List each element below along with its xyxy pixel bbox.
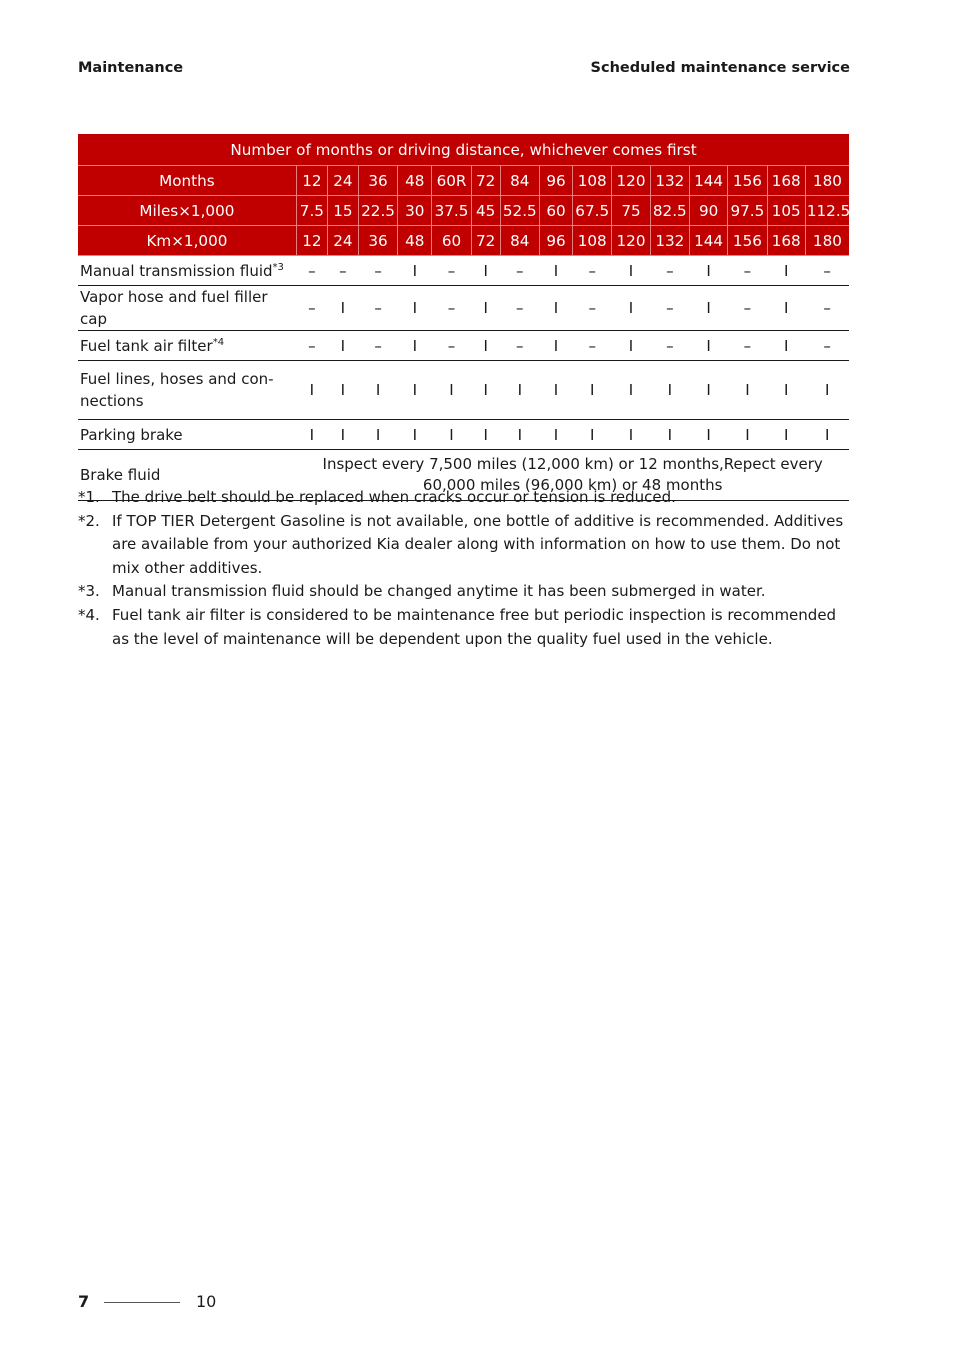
interval-value: 144 [689, 226, 727, 256]
item-value: – [500, 331, 539, 361]
item-value: I [398, 361, 432, 420]
interval-value: 75 [612, 196, 650, 226]
item-value: – [650, 286, 689, 331]
footnote-marker: *4. [78, 605, 100, 624]
item-value: I [539, 331, 572, 361]
interval-value: 132 [650, 166, 689, 196]
interval-value: 37.5 [432, 196, 471, 226]
interval-value: 132 [650, 226, 689, 256]
item-value: – [500, 256, 539, 286]
item-value: I [689, 361, 727, 420]
interval-value: 72 [471, 166, 500, 196]
item-value: I [767, 331, 805, 361]
item-value: I [728, 420, 767, 450]
item-value: I [500, 361, 539, 420]
header-page-title: Scheduled maintenance service [590, 60, 850, 76]
item-value: I [612, 286, 650, 331]
item-value: I [728, 361, 767, 420]
item-value: I [327, 420, 358, 450]
footnote-marker: *2. [78, 511, 100, 530]
interval-row-label: Km×1,000 [78, 226, 296, 256]
footnote-text: The drive belt should be replaced when cracks occur or tension is reduced. [112, 488, 676, 506]
interval-row [78, 196, 849, 226]
footnote [78, 580, 850, 604]
interval-value: 168 [767, 166, 805, 196]
interval-value: 90 [689, 196, 727, 226]
item-label-text: Vapor hose and fuel filler cap [80, 288, 268, 328]
item-value: – [296, 331, 327, 361]
item-value: I [471, 331, 500, 361]
item-label [78, 256, 296, 286]
interval-row [78, 226, 849, 256]
item-value: I [432, 420, 471, 450]
item-value: I [358, 361, 397, 420]
item-value: I [767, 286, 805, 331]
item-value: I [296, 420, 327, 450]
footnote-marker: *1. [78, 488, 100, 506]
item-value: I [471, 420, 500, 450]
item-value: I [689, 256, 727, 286]
footnote-text: Fuel tank air filter is considered to be maintenance free but periodic inspection is recommended as the level of maintenance will be dependent upon the quality fuel used in the vehicle. [112, 605, 837, 648]
item-value: I [689, 331, 727, 361]
interval-row-label: Miles×1,000 [78, 196, 296, 226]
item-value: I [767, 420, 805, 450]
item-value: I [398, 331, 432, 361]
footer-page-number: 10 [196, 1292, 217, 1311]
interval-value: 60R [432, 166, 471, 196]
interval-value: 12 [296, 166, 327, 196]
item-value: I [398, 420, 432, 450]
item-value: I [471, 361, 500, 420]
table-row [78, 361, 849, 420]
item-value: I [398, 256, 432, 286]
item-value: I [398, 286, 432, 331]
interval-value: 60 [432, 226, 471, 256]
interval-value: 52.5 [500, 196, 539, 226]
interval-value: 144 [689, 166, 727, 196]
interval-value: 30 [398, 196, 432, 226]
item-value: – [728, 286, 767, 331]
interval-value: 67.5 [573, 196, 612, 226]
item-value: I [539, 256, 572, 286]
item-label-text: Parking brake [80, 425, 183, 444]
item-value: – [650, 256, 689, 286]
footer-divider [104, 1302, 180, 1303]
item-value: – [358, 256, 397, 286]
item-value: I [612, 331, 650, 361]
footnote [78, 486, 850, 510]
item-value: – [432, 286, 471, 331]
item-value: – [500, 286, 539, 331]
table-row [78, 420, 849, 450]
item-label [78, 420, 296, 450]
interval-value: 82.5 [650, 196, 689, 226]
interval-value: 24 [327, 226, 358, 256]
item-value: – [728, 331, 767, 361]
interval-value: 96 [539, 166, 572, 196]
interval-value: 72 [471, 226, 500, 256]
item-value: – [805, 286, 849, 331]
item-value: I [432, 361, 471, 420]
item-label [78, 286, 296, 331]
footnote [78, 510, 850, 581]
header-section-title: Maintenance [78, 60, 184, 76]
interval-row-label: Months [78, 166, 296, 196]
interval-value: 105 [767, 196, 805, 226]
footnote [78, 604, 850, 651]
interval-value: 112.5 [805, 196, 849, 226]
interval-value: 180 [805, 166, 849, 196]
interval-value: 36 [358, 166, 397, 196]
item-label: Brake fluid [78, 450, 296, 501]
interval-value: 108 [573, 166, 612, 196]
item-value: I [805, 420, 849, 450]
brake-fluid-instructions: Inspect every 7,500 miles (12,000 km) or 12 months,Repect every 60,000 miles (96,000 km) or 48 months [296, 450, 849, 501]
item-value: – [573, 286, 612, 331]
interval-value: 108 [573, 226, 612, 256]
maintenance-schedule-table [78, 134, 849, 501]
item-label [78, 361, 296, 420]
interval-value: 84 [500, 226, 539, 256]
item-value: I [471, 256, 500, 286]
interval-value: 96 [539, 226, 572, 256]
interval-value: 7.5 [296, 196, 327, 226]
footnotes [78, 486, 850, 651]
item-value: I [358, 420, 397, 450]
interval-value: 24 [327, 166, 358, 196]
item-value: – [358, 331, 397, 361]
item-value: – [358, 286, 397, 331]
table-row [78, 256, 849, 286]
interval-value: 156 [728, 166, 767, 196]
interval-value: 120 [612, 166, 650, 196]
item-value: I [767, 256, 805, 286]
item-value: I [327, 331, 358, 361]
item-value: I [612, 361, 650, 420]
table-title-row [78, 134, 849, 166]
interval-value: 60 [539, 196, 572, 226]
item-value: I [612, 256, 650, 286]
table-row [78, 331, 849, 361]
item-value: I [500, 420, 539, 450]
item-value: I [767, 361, 805, 420]
interval-value: 84 [500, 166, 539, 196]
interval-value: 180 [805, 226, 849, 256]
item-value: – [728, 256, 767, 286]
item-value: I [650, 420, 689, 450]
interval-value: 45 [471, 196, 500, 226]
item-value: I [612, 420, 650, 450]
item-value: – [296, 256, 327, 286]
item-label-text: Fuel lines, hoses and con-nections [80, 370, 274, 410]
footnote-text: Manual transmission fluid should be changed anytime it has been submerged in water. [112, 582, 766, 601]
item-value: I [471, 286, 500, 331]
table-row [78, 286, 849, 331]
item-value: I [296, 361, 327, 420]
item-value: I [573, 361, 612, 420]
interval-value: 156 [728, 226, 767, 256]
interval-value: 15 [327, 196, 358, 226]
item-value: I [539, 286, 572, 331]
footnote-ref: *3 [272, 261, 284, 273]
item-value: I [573, 420, 612, 450]
item-label [78, 331, 296, 361]
interval-value: 36 [358, 226, 397, 256]
item-label-text: Fuel tank air filter [80, 336, 213, 355]
footer-section-number: 7 [78, 1292, 90, 1311]
item-value: – [432, 331, 471, 361]
interval-value: 48 [398, 226, 432, 256]
item-value: – [296, 286, 327, 331]
item-value: I [650, 361, 689, 420]
interval-row [78, 166, 849, 196]
item-value: – [327, 256, 358, 286]
interval-value: 22.5 [358, 196, 397, 226]
interval-value: 12 [296, 226, 327, 256]
footnote-marker: *3. [78, 582, 100, 601]
item-value: – [805, 256, 849, 286]
item-value: I [689, 286, 727, 331]
item-value: I [689, 420, 727, 450]
item-label-text: Manual transmission fluid [80, 261, 273, 280]
interval-value: 168 [767, 226, 805, 256]
footnote-text: If TOP TIER Detergent Gasoline is not available, one bottle of additive is recommended. Additives are available from your authorized Kia dealer along with information on how to use them. Do not mix other additives. [112, 511, 844, 577]
item-value: – [432, 256, 471, 286]
item-value: I [327, 286, 358, 331]
item-value: I [327, 361, 358, 420]
item-value: – [650, 331, 689, 361]
item-value: I [805, 361, 849, 420]
table-title: Number of months or driving distance, whichever comes first [78, 134, 849, 166]
interval-value: 48 [398, 166, 432, 196]
interval-value: 120 [612, 226, 650, 256]
item-value: I [539, 361, 572, 420]
footnote-ref: *4 [212, 336, 225, 348]
item-value: – [805, 331, 849, 361]
item-value: I [539, 420, 572, 450]
interval-value: 97.5 [728, 196, 767, 226]
item-value: – [573, 256, 612, 286]
item-value: – [573, 331, 612, 361]
